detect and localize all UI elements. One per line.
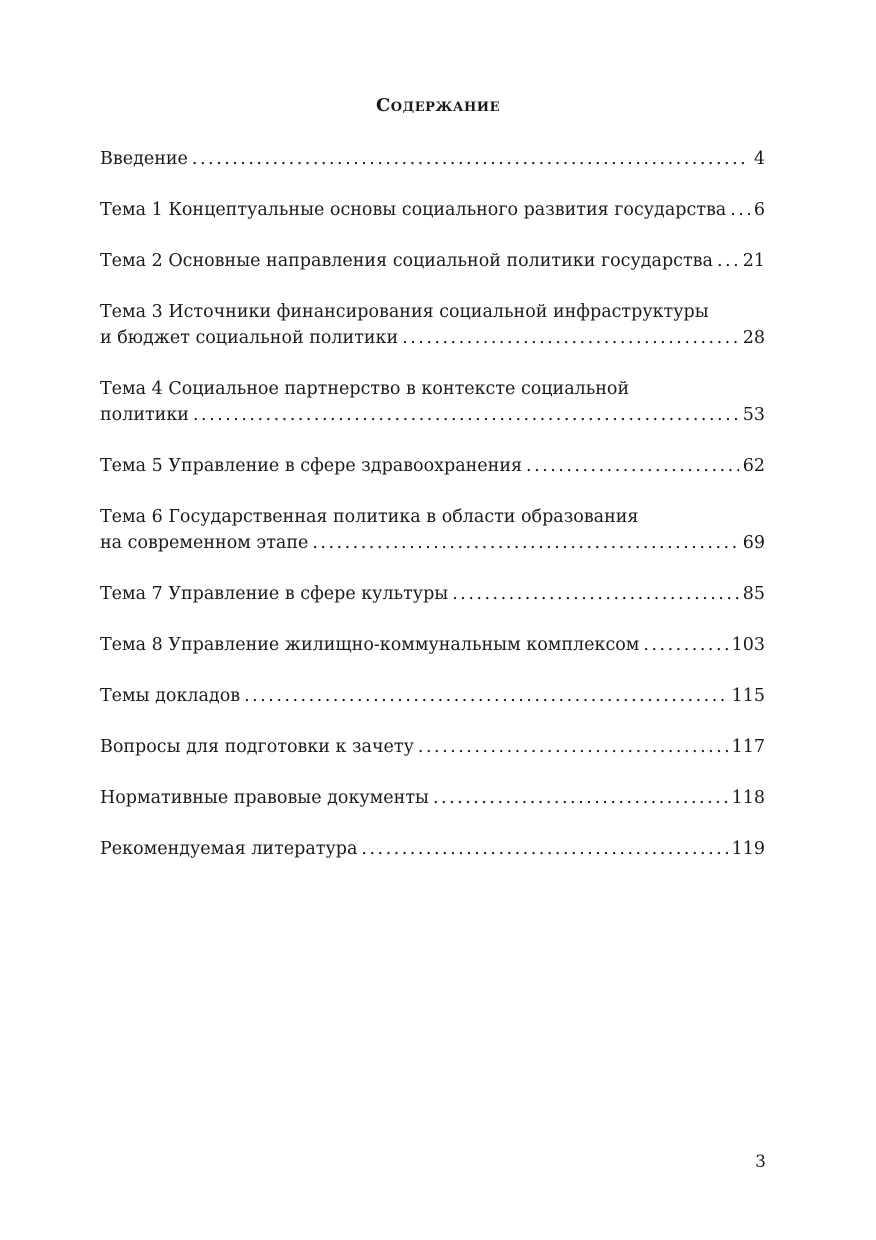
- toc-entry-page: 62: [742, 456, 765, 476]
- page-number: 3: [755, 1152, 766, 1172]
- toc-entry-page: 85: [742, 584, 765, 604]
- toc-entry-recommended-literature[interactable]: [100, 836, 765, 862]
- toc-entry-text: политики: [100, 405, 189, 425]
- toc-entry-topic-5[interactable]: [100, 453, 765, 479]
- toc-entry-page: 117: [731, 737, 765, 757]
- dot-leader: [643, 632, 727, 658]
- toc-entry-text: Тема 7 Управление в сфере культуры: [100, 584, 449, 604]
- table-of-contents: [100, 146, 765, 887]
- toc-entry-page: 53: [742, 405, 765, 425]
- toc-entry-regulatory-documents[interactable]: [100, 785, 765, 811]
- toc-entry-text: Тема 5 Управление в сфере здравоохранения: [100, 456, 523, 476]
- dot-leader: [244, 683, 727, 709]
- dot-leader: [193, 402, 739, 428]
- toc-entry-text: Рекомендуемая литература: [100, 839, 358, 859]
- dot-leader: [717, 248, 739, 274]
- toc-entry-topic-6[interactable]: [100, 504, 765, 556]
- toc-entry-text-line-1: Тема 4 Социальное партнерство в контексте социальной: [100, 379, 630, 399]
- toc-entry-topic-2[interactable]: [100, 248, 765, 274]
- toc-entry-text: Вопросы для подготовки к зачету: [100, 737, 414, 757]
- toc-entry-text: Тема 1 Концептуальные основы социального развития государства: [100, 200, 727, 220]
- toc-entry-topic-7[interactable]: [100, 581, 765, 607]
- dot-leader: [361, 836, 727, 862]
- toc-entry-page: 69: [742, 533, 765, 553]
- toc-entry-page: 21: [742, 251, 765, 271]
- toc-entry-page: 6: [753, 200, 765, 220]
- toc-entry-page: 115: [731, 686, 765, 706]
- dot-leader: [433, 785, 728, 811]
- dot-leader: [192, 146, 750, 172]
- dot-leader: [402, 325, 739, 351]
- toc-entry-page: 103: [731, 635, 765, 655]
- toc-entry-text: и бюджет социальной политики: [100, 328, 399, 348]
- toc-entry-page: 119: [731, 839, 765, 859]
- toc-entry-page: 118: [731, 788, 765, 808]
- toc-entry-topic-8[interactable]: [100, 632, 765, 658]
- toc-entry-page: 28: [742, 328, 765, 348]
- toc-entry-topic-3[interactable]: [100, 299, 765, 351]
- toc-entry-text-line-1: Тема 3 Источники финансирования социальной инфраструктуры: [100, 302, 709, 322]
- dot-leader: [730, 197, 750, 223]
- toc-entry-topic-4[interactable]: [100, 376, 765, 428]
- dot-leader: [526, 453, 739, 479]
- toc-entry-text: Тема 2 Основные направления социальной политики государства: [100, 251, 713, 271]
- toc-entry-text: Нормативные правовые документы: [100, 788, 429, 808]
- dot-leader: [452, 581, 738, 607]
- toc-entry-topic-1[interactable]: [100, 197, 765, 223]
- toc-entry-text: на современном этапе: [100, 533, 309, 553]
- toc-entry-text: Введение: [100, 149, 188, 169]
- toc-entry-introduction[interactable]: [100, 146, 765, 172]
- toc-title: Содержание: [375, 95, 500, 116]
- toc-entry-text: Темы докладов: [100, 686, 241, 706]
- dot-leader: [312, 530, 738, 556]
- toc-entry-page: 4: [753, 149, 765, 169]
- toc-entry-report-topics[interactable]: [100, 683, 765, 709]
- dot-leader: [418, 734, 728, 760]
- toc-entry-text-line-1: Тема 6 Государственная политика в области образования: [100, 507, 639, 527]
- toc-entry-exam-questions[interactable]: [100, 734, 765, 760]
- toc-entry-text: Тема 8 Управление жилищно-коммунальным комплексом: [100, 635, 640, 655]
